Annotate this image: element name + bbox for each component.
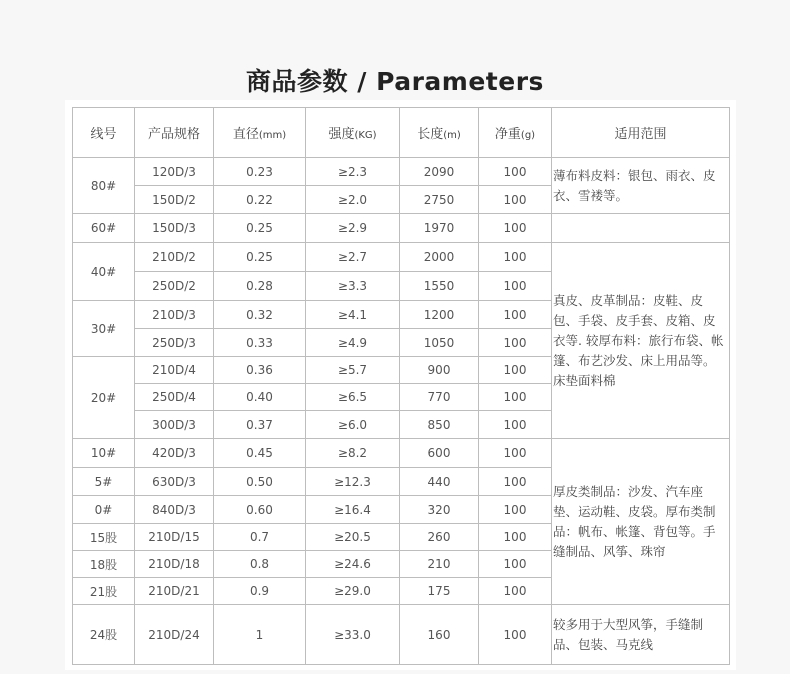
spec-cell: 300D/3 bbox=[135, 411, 214, 439]
strength-cell: ≥2.9 bbox=[306, 214, 400, 243]
line-number-cell: 30# bbox=[73, 301, 135, 357]
page-title: 商品参数 / Parameters bbox=[246, 67, 544, 96]
spec-cell: 210D/4 bbox=[135, 357, 214, 384]
strength-cell: ≥2.7 bbox=[306, 243, 400, 272]
spec-cell: 210D/15 bbox=[135, 524, 214, 551]
weight-cell: 100 bbox=[479, 496, 552, 524]
header-spec: 产品规格 bbox=[135, 108, 214, 158]
weight-cell: 100 bbox=[479, 468, 552, 496]
length-cell: 850 bbox=[400, 411, 479, 439]
diameter-cell: 0.50 bbox=[214, 468, 306, 496]
diameter-cell: 0.60 bbox=[214, 496, 306, 524]
strength-cell: ≥6.0 bbox=[306, 411, 400, 439]
length-cell: 770 bbox=[400, 384, 479, 411]
spec-cell: 250D/3 bbox=[135, 329, 214, 357]
line-number-cell: 5# bbox=[73, 468, 135, 496]
line-number-cell: 80# bbox=[73, 158, 135, 214]
application-cell: 薄布料皮料：银包、雨衣、皮衣、雪褛等。 bbox=[552, 158, 730, 214]
header-weight: 净重(g) bbox=[479, 108, 552, 158]
length-cell: 1200 bbox=[400, 301, 479, 329]
strength-cell: ≥4.9 bbox=[306, 329, 400, 357]
spec-cell: 630D/3 bbox=[135, 468, 214, 496]
length-cell: 320 bbox=[400, 496, 479, 524]
spec-cell: 210D/24 bbox=[135, 605, 214, 665]
length-cell: 160 bbox=[400, 605, 479, 665]
line-number-cell: 60# bbox=[73, 214, 135, 243]
diameter-cell: 0.23 bbox=[214, 158, 306, 186]
length-cell: 600 bbox=[400, 439, 479, 468]
diameter-cell: 0.9 bbox=[214, 578, 306, 605]
strength-cell: ≥29.0 bbox=[306, 578, 400, 605]
weight-cell: 100 bbox=[479, 243, 552, 272]
strength-cell: ≥5.7 bbox=[306, 357, 400, 384]
line-number-cell: 10# bbox=[73, 439, 135, 468]
diameter-cell: 0.36 bbox=[214, 357, 306, 384]
weight-cell: 100 bbox=[479, 158, 552, 186]
strength-cell: ≥12.3 bbox=[306, 468, 400, 496]
header-diameter: 直径(mm) bbox=[214, 108, 306, 158]
table-row bbox=[73, 158, 730, 186]
diameter-cell: 0.28 bbox=[214, 272, 306, 301]
table-row bbox=[73, 214, 730, 243]
weight-cell: 100 bbox=[479, 186, 552, 214]
diameter-cell: 0.22 bbox=[214, 186, 306, 214]
diameter-cell: 0.8 bbox=[214, 551, 306, 578]
header-line-no: 线号 bbox=[73, 108, 135, 158]
weight-cell: 100 bbox=[479, 605, 552, 665]
table-row bbox=[73, 439, 730, 468]
strength-cell: ≥4.1 bbox=[306, 301, 400, 329]
weight-cell: 100 bbox=[479, 578, 552, 605]
weight-cell: 100 bbox=[479, 357, 552, 384]
length-cell: 175 bbox=[400, 578, 479, 605]
spec-cell: 250D/2 bbox=[135, 272, 214, 301]
weight-cell: 100 bbox=[479, 301, 552, 329]
strength-cell: ≥33.0 bbox=[306, 605, 400, 665]
table-row bbox=[73, 243, 730, 272]
header-row bbox=[73, 108, 730, 158]
length-cell: 260 bbox=[400, 524, 479, 551]
line-number-cell: 21股 bbox=[73, 578, 135, 605]
application-cell: 较多用于大型风筝，手缝制品、包装、马克线 bbox=[552, 605, 730, 665]
strength-cell: ≥6.5 bbox=[306, 384, 400, 411]
strength-cell: ≥20.5 bbox=[306, 524, 400, 551]
spec-cell: 150D/2 bbox=[135, 186, 214, 214]
diameter-cell: 0.32 bbox=[214, 301, 306, 329]
diameter-cell: 0.25 bbox=[214, 214, 306, 243]
weight-cell: 100 bbox=[479, 551, 552, 578]
spec-cell: 250D/4 bbox=[135, 384, 214, 411]
application-cell: 厚皮类制品：沙发、汽车座垫、运动鞋、皮袋。厚布类制品：帆布、帐篷、背包等。手缝制品、风筝、珠帘 bbox=[552, 439, 730, 605]
strength-cell: ≥24.6 bbox=[306, 551, 400, 578]
strength-cell: ≥16.4 bbox=[306, 496, 400, 524]
length-cell: 2000 bbox=[400, 243, 479, 272]
diameter-cell: 0.33 bbox=[214, 329, 306, 357]
spec-cell: 210D/3 bbox=[135, 301, 214, 329]
parameters-table bbox=[72, 107, 730, 665]
length-cell: 210 bbox=[400, 551, 479, 578]
spec-cell: 840D/3 bbox=[135, 496, 214, 524]
weight-cell: 100 bbox=[479, 329, 552, 357]
line-number-cell: 24股 bbox=[73, 605, 135, 665]
header-strength: 强度(KG) bbox=[306, 108, 400, 158]
strength-cell: ≥8.2 bbox=[306, 439, 400, 468]
weight-cell: 100 bbox=[479, 384, 552, 411]
length-cell: 1550 bbox=[400, 272, 479, 301]
weight-cell: 100 bbox=[479, 272, 552, 301]
strength-cell: ≥2.0 bbox=[306, 186, 400, 214]
spec-cell: 210D/18 bbox=[135, 551, 214, 578]
line-number-cell: 20# bbox=[73, 357, 135, 439]
weight-cell: 100 bbox=[479, 214, 552, 243]
weight-cell: 100 bbox=[479, 411, 552, 439]
diameter-cell: 1 bbox=[214, 605, 306, 665]
spec-cell: 210D/2 bbox=[135, 243, 214, 272]
strength-cell: ≥3.3 bbox=[306, 272, 400, 301]
header-application: 适用范围 bbox=[552, 108, 730, 158]
spec-cell: 210D/21 bbox=[135, 578, 214, 605]
length-cell: 1970 bbox=[400, 214, 479, 243]
length-cell: 440 bbox=[400, 468, 479, 496]
length-cell: 1050 bbox=[400, 329, 479, 357]
length-cell: 900 bbox=[400, 357, 479, 384]
diameter-cell: 0.25 bbox=[214, 243, 306, 272]
spec-cell: 420D/3 bbox=[135, 439, 214, 468]
parameters-table-card bbox=[65, 100, 736, 670]
line-number-cell: 40# bbox=[73, 243, 135, 301]
spec-cell: 120D/3 bbox=[135, 158, 214, 186]
strength-cell: ≥2.3 bbox=[306, 158, 400, 186]
application-cell: 真皮、皮革制品：皮鞋、皮包、手袋、皮手套、皮箱、皮衣等. 较厚布料：旅行布袋、帐篷、布艺沙发、床上用品等。床垫面料棉 bbox=[552, 243, 730, 439]
line-number-cell: 18股 bbox=[73, 551, 135, 578]
weight-cell: 100 bbox=[479, 524, 552, 551]
table-row bbox=[73, 605, 730, 665]
header-length: 长度(m) bbox=[400, 108, 479, 158]
line-number-cell: 15股 bbox=[73, 524, 135, 551]
diameter-cell: 0.40 bbox=[214, 384, 306, 411]
line-number-cell: 0# bbox=[73, 496, 135, 524]
length-cell: 2750 bbox=[400, 186, 479, 214]
spec-cell: 150D/3 bbox=[135, 214, 214, 243]
length-cell: 2090 bbox=[400, 158, 479, 186]
diameter-cell: 0.7 bbox=[214, 524, 306, 551]
diameter-cell: 0.45 bbox=[214, 439, 306, 468]
diameter-cell: 0.37 bbox=[214, 411, 306, 439]
application-cell-empty bbox=[552, 214, 730, 243]
weight-cell: 100 bbox=[479, 439, 552, 468]
